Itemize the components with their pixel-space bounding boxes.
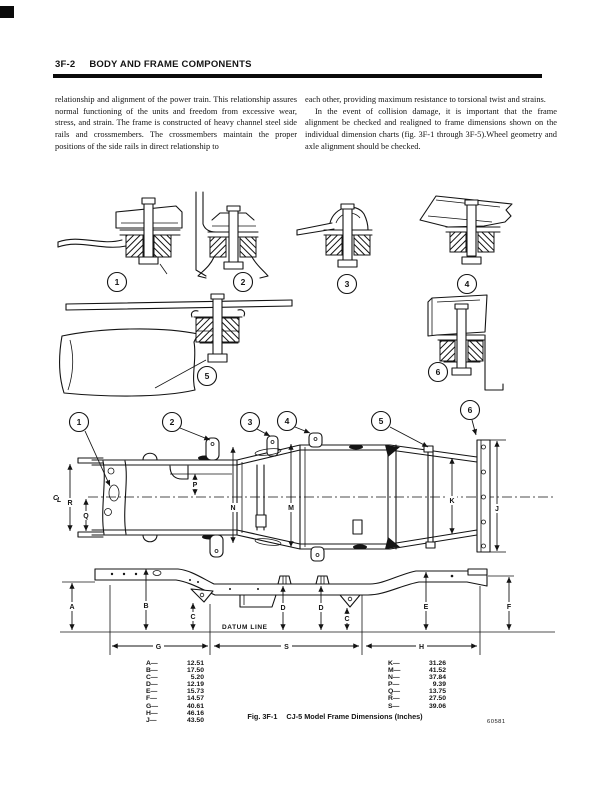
callout-number: 3 <box>344 279 350 289</box>
dim-letter-c1: C <box>190 614 196 621</box>
table-row: N— 37.84 <box>388 674 446 682</box>
paragraph-right-2: In the event of collision damage, it is important that the frame alignment be checked and realigned to frame dimensions shown on the individual dimension charts (fig. 3F-1 through 3F-5).Wheel geometry and axle alignment should be checked. <box>305 106 557 151</box>
header-rule <box>53 74 542 78</box>
dim-letter-c2: C <box>344 616 350 623</box>
callout-detail-6 <box>429 363 448 382</box>
dim-letter-b: B <box>143 603 149 610</box>
section-number: 3F-2 <box>55 59 76 70</box>
paragraph-left: relationship and alignment of the power train. This relationship assures normal functioning of the units and freedom from excessive wear, stress, and strain. The frame is constructed of heavy channel steel side rails and crossmembers. The crossmembers maintain the proper positions of the side rails in direct relationship to <box>55 95 297 151</box>
svg-text:C: C <box>53 495 59 502</box>
mount-detail-4 <box>420 196 512 294</box>
callout-number: 5 <box>378 416 384 426</box>
dim-letter-p: P <box>192 482 198 489</box>
callout-number: 6 <box>435 367 441 377</box>
callout-number: 4 <box>284 416 290 426</box>
dimension-table-right <box>388 660 446 710</box>
table-row: P— 9.39 <box>388 681 446 689</box>
frame-dimensions-figure <box>0 190 612 660</box>
dim-letter-d2: D <box>318 605 324 612</box>
body-text-left-column <box>55 94 297 153</box>
figure-caption <box>60 709 610 721</box>
mount-detail-1 <box>58 198 182 292</box>
table-row: E— 15.73 <box>146 688 204 696</box>
mount-detail-5 <box>60 294 292 396</box>
centerline-symbol <box>53 495 61 504</box>
dim-letter-n: N <box>230 505 236 512</box>
dim-letter-q: Q <box>83 513 89 520</box>
dim-letter-d1: D <box>280 605 286 612</box>
svg-text:L: L <box>57 497 62 504</box>
table-row: Q— 13.75 <box>388 688 446 696</box>
dim-letter-s: S <box>284 644 289 651</box>
callout-detail-3 <box>338 275 357 294</box>
dim-letter-f: F <box>506 604 512 611</box>
body-text-right-column <box>305 94 557 153</box>
table-row: K— 31.26 <box>388 660 446 667</box>
dim-letter-g: G <box>155 644 162 651</box>
table-row: G— 40.61 <box>146 702 204 710</box>
table-row: D— 12.19 <box>146 681 204 689</box>
dim-letter-a: A <box>69 604 75 611</box>
table-row: R— 27.50 <box>388 695 446 703</box>
mount-detail-3 <box>297 204 372 294</box>
dim-letter-r: R <box>67 500 73 507</box>
mount-detail-2 <box>196 192 268 292</box>
callout-number: 1 <box>76 417 82 427</box>
callout-number: 2 <box>169 417 175 427</box>
table-row: M— 41.52 <box>388 667 446 675</box>
callout-number: 3 <box>247 417 253 427</box>
callout-detail-2 <box>234 273 253 292</box>
frame-side-view <box>60 569 555 655</box>
callout-number: 2 <box>240 277 246 287</box>
callout-detail-4 <box>458 275 477 294</box>
table-row: F— 14.57 <box>146 695 204 703</box>
callout-number: 5 <box>204 371 210 381</box>
callout-number: 4 <box>464 279 470 289</box>
table-row: J— 43.50 <box>146 716 204 724</box>
dim-letter-j: J <box>495 506 499 513</box>
frame-plan-view <box>53 401 553 562</box>
section-title: BODY AND FRAME COMPONENTS <box>89 59 252 70</box>
callout-number: 1 <box>114 277 120 287</box>
table-row: B— 17.50 <box>146 667 204 675</box>
figure-number: Fig. 3F-1 <box>247 712 278 721</box>
table-row: C— 5.20 <box>146 674 204 682</box>
dim-letter-h: H <box>418 644 425 651</box>
paragraph-right-1: each other, providing maximum resistance to torsional twist and strains. <box>305 95 546 104</box>
table-row: H— 46.16 <box>146 709 204 717</box>
scan-corner-mark <box>0 6 14 18</box>
callout-number: 6 <box>467 405 473 415</box>
table-row: S— 39.06 <box>388 702 446 710</box>
dim-letter-m: M <box>288 505 294 512</box>
figure-code: 60581 <box>487 719 506 725</box>
mount-detail-6 <box>428 295 503 390</box>
callout-detail-1 <box>108 273 127 292</box>
table-row: A— 12.51 <box>146 660 204 667</box>
callout-detail-5 <box>198 367 217 386</box>
page-header <box>55 59 252 70</box>
dim-letter-k: K <box>449 498 455 505</box>
datum-line-label: DATUM LINE <box>222 624 268 631</box>
dim-letter-e: E <box>423 604 429 611</box>
figure-title: CJ-5 Model Frame Dimensions (Inches) <box>286 712 423 721</box>
